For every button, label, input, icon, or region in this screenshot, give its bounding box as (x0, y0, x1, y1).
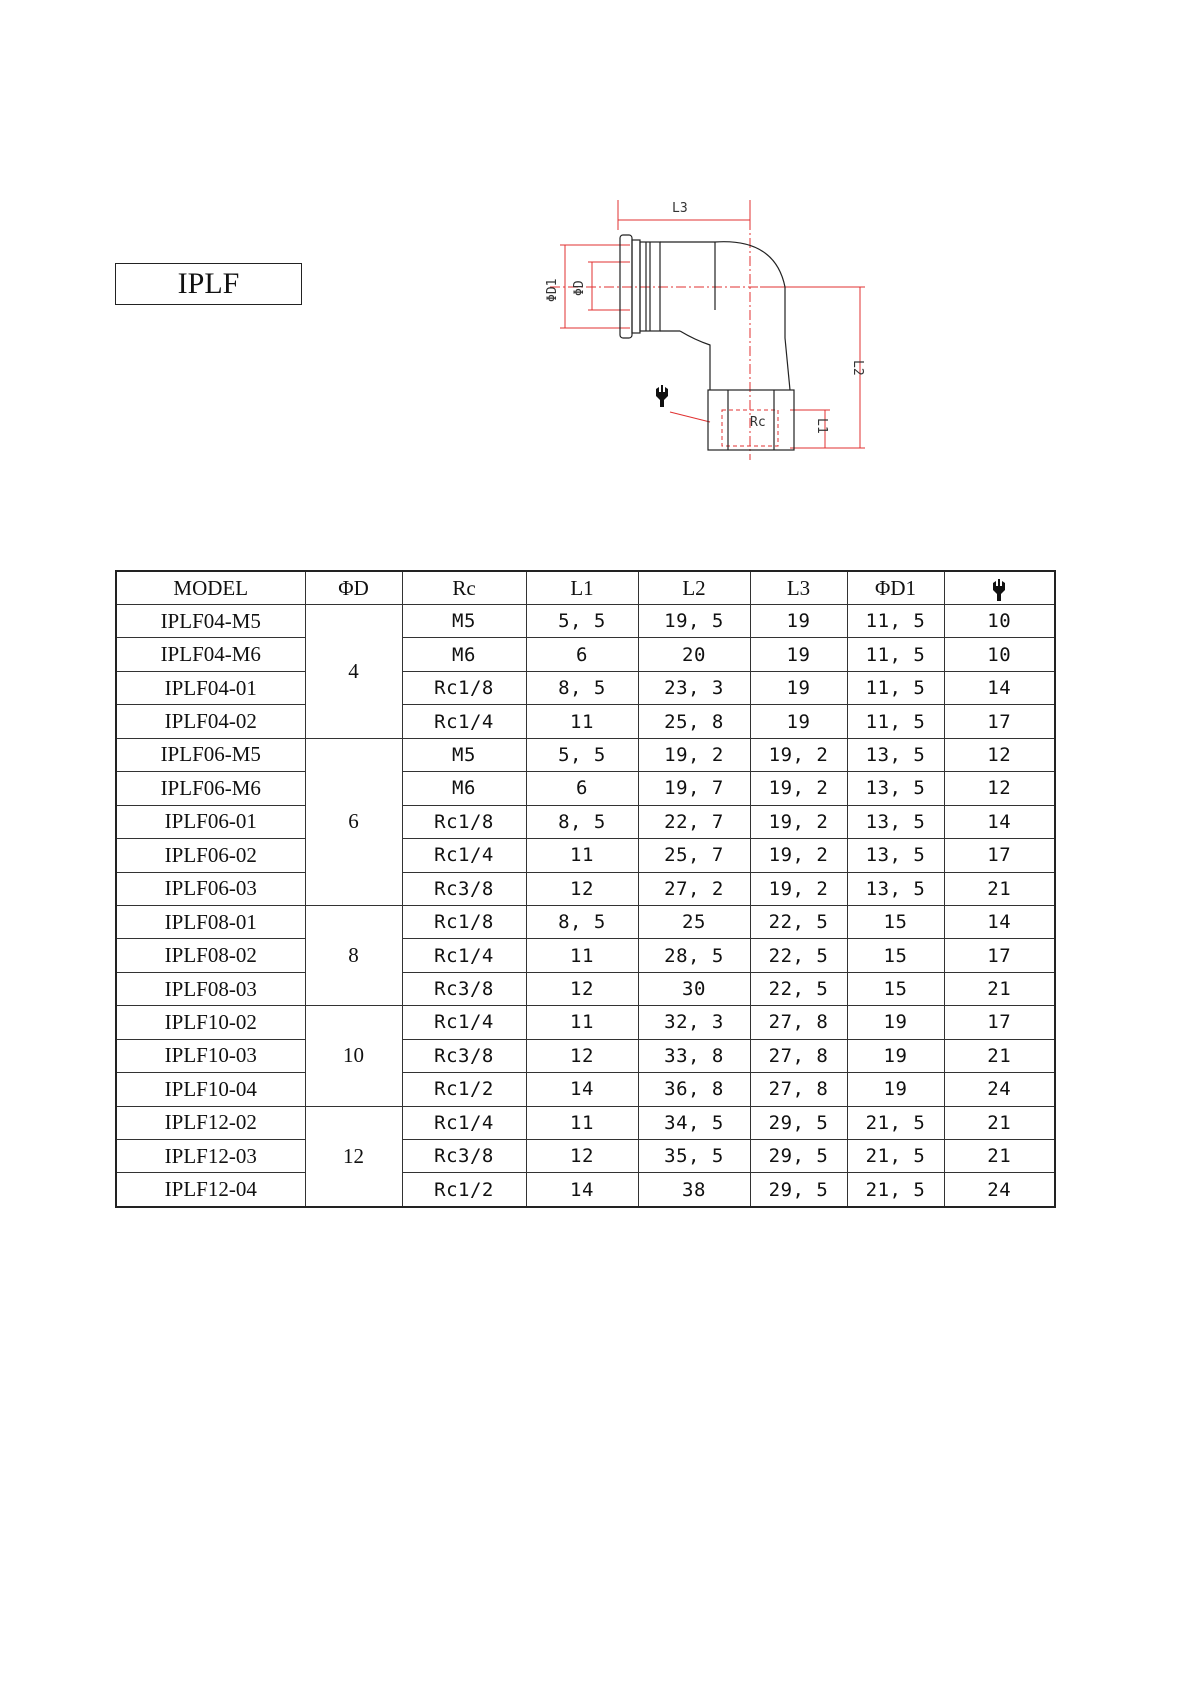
cell-wrench: 21 (944, 1106, 1055, 1139)
cell-rc: Rc1/4 (402, 705, 526, 738)
dim-label-d: ΦD (572, 280, 587, 296)
table-row (116, 772, 1055, 805)
cell-rc: Rc1/2 (402, 1073, 526, 1106)
table-row (116, 638, 1055, 671)
table-body (116, 605, 1055, 1208)
cell-d1: 11, 5 (847, 605, 944, 638)
table-row (116, 839, 1055, 872)
header-l1: L1 (526, 571, 638, 605)
cell-wrench: 21 (944, 972, 1055, 1005)
cell-wrench: 12 (944, 738, 1055, 771)
cell-model: IPLF06-M5 (116, 738, 305, 771)
cell-l3: 19 (750, 671, 847, 704)
cell-model: IPLF10-02 (116, 1006, 305, 1039)
table-row (116, 972, 1055, 1005)
cell-l2: 27, 2 (638, 872, 750, 905)
cell-rc: Rc3/8 (402, 1039, 526, 1072)
cell-rc: Rc1/8 (402, 905, 526, 938)
cell-l1: 8, 5 (526, 905, 638, 938)
cell-l1: 11 (526, 1006, 638, 1039)
cell-model: IPLF04-01 (116, 671, 305, 704)
cell-l3: 29, 5 (750, 1106, 847, 1139)
cell-model: IPLF06-03 (116, 872, 305, 905)
cell-l3: 27, 8 (750, 1073, 847, 1106)
cell-l1: 8, 5 (526, 671, 638, 704)
cell-l1: 11 (526, 1106, 638, 1139)
cell-l1: 8, 5 (526, 805, 638, 838)
cell-rc: Rc3/8 (402, 1140, 526, 1173)
cell-d1: 15 (847, 905, 944, 938)
cell-model: IPLF08-03 (116, 972, 305, 1005)
cell-model: IPLF06-M6 (116, 772, 305, 805)
cell-rc: Rc1/4 (402, 1006, 526, 1039)
cell-diameter-group: 4 (305, 605, 402, 739)
cell-wrench: 14 (944, 905, 1055, 938)
table-row (116, 805, 1055, 838)
cell-wrench: 17 (944, 839, 1055, 872)
cell-wrench: 21 (944, 1140, 1055, 1173)
cell-l2: 23, 3 (638, 671, 750, 704)
cell-l2: 35, 5 (638, 1140, 750, 1173)
cell-d1: 13, 5 (847, 738, 944, 771)
cell-rc: Rc1/4 (402, 1106, 526, 1139)
cell-diameter-group: 10 (305, 1006, 402, 1106)
cell-wrench: 21 (944, 872, 1055, 905)
cell-d1: 11, 5 (847, 671, 944, 704)
cell-l3: 29, 5 (750, 1140, 847, 1173)
cell-l2: 38 (638, 1173, 750, 1207)
cell-wrench: 17 (944, 705, 1055, 738)
cell-l2: 36, 8 (638, 1073, 750, 1106)
cell-l3: 19, 2 (750, 872, 847, 905)
cell-l2: 32, 3 (638, 1006, 750, 1039)
cell-l3: 19, 2 (750, 772, 847, 805)
cell-rc: M6 (402, 638, 526, 671)
cell-l1: 5, 5 (526, 738, 638, 771)
cell-l1: 11 (526, 705, 638, 738)
cell-wrench: 10 (944, 638, 1055, 671)
cell-l1: 14 (526, 1173, 638, 1207)
cell-l1: 11 (526, 939, 638, 972)
cell-rc: Rc1/2 (402, 1173, 526, 1207)
cell-wrench: 12 (944, 772, 1055, 805)
cell-l3: 29, 5 (750, 1173, 847, 1207)
cell-model: IPLF10-04 (116, 1073, 305, 1106)
cell-l1: 14 (526, 1073, 638, 1106)
header-d1: ΦD1 (847, 571, 944, 605)
cell-model: IPLF06-02 (116, 839, 305, 872)
cell-wrench: 10 (944, 605, 1055, 638)
dim-label-rc: Rc (750, 415, 766, 430)
table-row (116, 1073, 1055, 1106)
cell-diameter-group: 12 (305, 1106, 402, 1207)
cell-l2: 25 (638, 905, 750, 938)
cell-l2: 34, 5 (638, 1106, 750, 1139)
cell-d1: 21, 5 (847, 1106, 944, 1139)
cell-rc: M6 (402, 772, 526, 805)
cell-d1: 13, 5 (847, 772, 944, 805)
table-row (116, 1006, 1055, 1039)
table-row (116, 939, 1055, 972)
cell-model: IPLF06-01 (116, 805, 305, 838)
cell-l2: 22, 7 (638, 805, 750, 838)
cell-l1: 11 (526, 839, 638, 872)
cell-l3: 27, 8 (750, 1006, 847, 1039)
header-wrench (944, 571, 1055, 605)
cell-wrench: 24 (944, 1073, 1055, 1106)
cell-l3: 22, 5 (750, 939, 847, 972)
header-l2: L2 (638, 571, 750, 605)
wrench-icon (991, 579, 1007, 601)
dim-label-l2: L2 (850, 360, 865, 376)
cell-l3: 19, 2 (750, 805, 847, 838)
cell-l2: 19, 5 (638, 605, 750, 638)
cell-rc: Rc1/4 (402, 839, 526, 872)
cell-d1: 13, 5 (847, 805, 944, 838)
cell-d1: 15 (847, 939, 944, 972)
cell-d1: 19 (847, 1006, 944, 1039)
table-row (116, 1140, 1055, 1173)
cell-wrench: 17 (944, 939, 1055, 972)
cell-l3: 19, 2 (750, 738, 847, 771)
cell-l1: 6 (526, 772, 638, 805)
cell-rc: Rc3/8 (402, 872, 526, 905)
cell-l3: 22, 5 (750, 972, 847, 1005)
cell-l3: 19, 2 (750, 839, 847, 872)
cell-diameter-group: 6 (305, 738, 402, 905)
cell-d1: 11, 5 (847, 638, 944, 671)
cell-l2: 33, 8 (638, 1039, 750, 1072)
dim-label-d1: ΦD1 (545, 278, 560, 302)
cell-rc: Rc1/4 (402, 939, 526, 972)
dim-label-l3: L3 (672, 201, 688, 216)
cell-rc: Rc1/8 (402, 671, 526, 704)
cell-rc: Rc3/8 (402, 972, 526, 1005)
cell-l2: 19, 7 (638, 772, 750, 805)
table-row (116, 872, 1055, 905)
header-diameter: ΦD (305, 571, 402, 605)
table-row (116, 605, 1055, 638)
cell-d1: 19 (847, 1073, 944, 1106)
cell-model: IPLF04-M5 (116, 605, 305, 638)
dim-label-l1: L1 (814, 418, 829, 434)
cell-l3: 19 (750, 605, 847, 638)
cell-l1: 12 (526, 972, 638, 1005)
cell-l1: 12 (526, 1039, 638, 1072)
cell-model: IPLF12-02 (116, 1106, 305, 1139)
cell-l3: 19 (750, 638, 847, 671)
model-title: IPLF (177, 267, 240, 300)
cell-wrench: 14 (944, 671, 1055, 704)
cell-l1: 6 (526, 638, 638, 671)
cell-wrench: 14 (944, 805, 1055, 838)
cell-diameter-group: 8 (305, 905, 402, 1005)
cell-rc: Rc1/8 (402, 805, 526, 838)
specification-table (115, 570, 1056, 1208)
cell-wrench: 17 (944, 1006, 1055, 1039)
cell-d1: 13, 5 (847, 839, 944, 872)
cell-rc: M5 (402, 605, 526, 638)
cell-l3: 22, 5 (750, 905, 847, 938)
cell-model: IPLF04-M6 (116, 638, 305, 671)
cell-l2: 20 (638, 638, 750, 671)
table-row (116, 905, 1055, 938)
cell-wrench: 21 (944, 1039, 1055, 1072)
cell-d1: 13, 5 (847, 872, 944, 905)
cell-model: IPLF08-01 (116, 905, 305, 938)
cell-model: IPLF10-03 (116, 1039, 305, 1072)
cell-l1: 12 (526, 1140, 638, 1173)
cell-model: IPLF08-02 (116, 939, 305, 972)
cell-rc: M5 (402, 738, 526, 771)
table-row (116, 1173, 1055, 1207)
cell-model: IPLF04-02 (116, 705, 305, 738)
cell-d1: 11, 5 (847, 705, 944, 738)
cell-l2: 19, 2 (638, 738, 750, 771)
model-title-box (115, 263, 302, 305)
header-l3: L3 (750, 571, 847, 605)
table-row (116, 671, 1055, 704)
table-row (116, 1106, 1055, 1139)
cell-l2: 25, 7 (638, 839, 750, 872)
wrench-symbol (656, 385, 668, 407)
cell-l1: 12 (526, 872, 638, 905)
cell-model: IPLF12-03 (116, 1140, 305, 1173)
table-row (116, 1039, 1055, 1072)
cell-d1: 21, 5 (847, 1173, 944, 1207)
cell-d1: 19 (847, 1039, 944, 1072)
cell-l2: 28, 5 (638, 939, 750, 972)
cell-model: IPLF12-04 (116, 1173, 305, 1207)
cell-d1: 21, 5 (847, 1140, 944, 1173)
table-row (116, 738, 1055, 771)
fitting-technical-drawing (520, 190, 880, 470)
cell-wrench: 24 (944, 1173, 1055, 1207)
table-row (116, 705, 1055, 738)
header-model: MODEL (116, 571, 305, 605)
cell-l3: 27, 8 (750, 1039, 847, 1072)
table-header-row (116, 571, 1055, 605)
cell-d1: 15 (847, 972, 944, 1005)
header-rc: Rc (402, 571, 526, 605)
cell-l2: 25, 8 (638, 705, 750, 738)
cell-l2: 30 (638, 972, 750, 1005)
cell-l3: 19 (750, 705, 847, 738)
cell-l1: 5, 5 (526, 605, 638, 638)
